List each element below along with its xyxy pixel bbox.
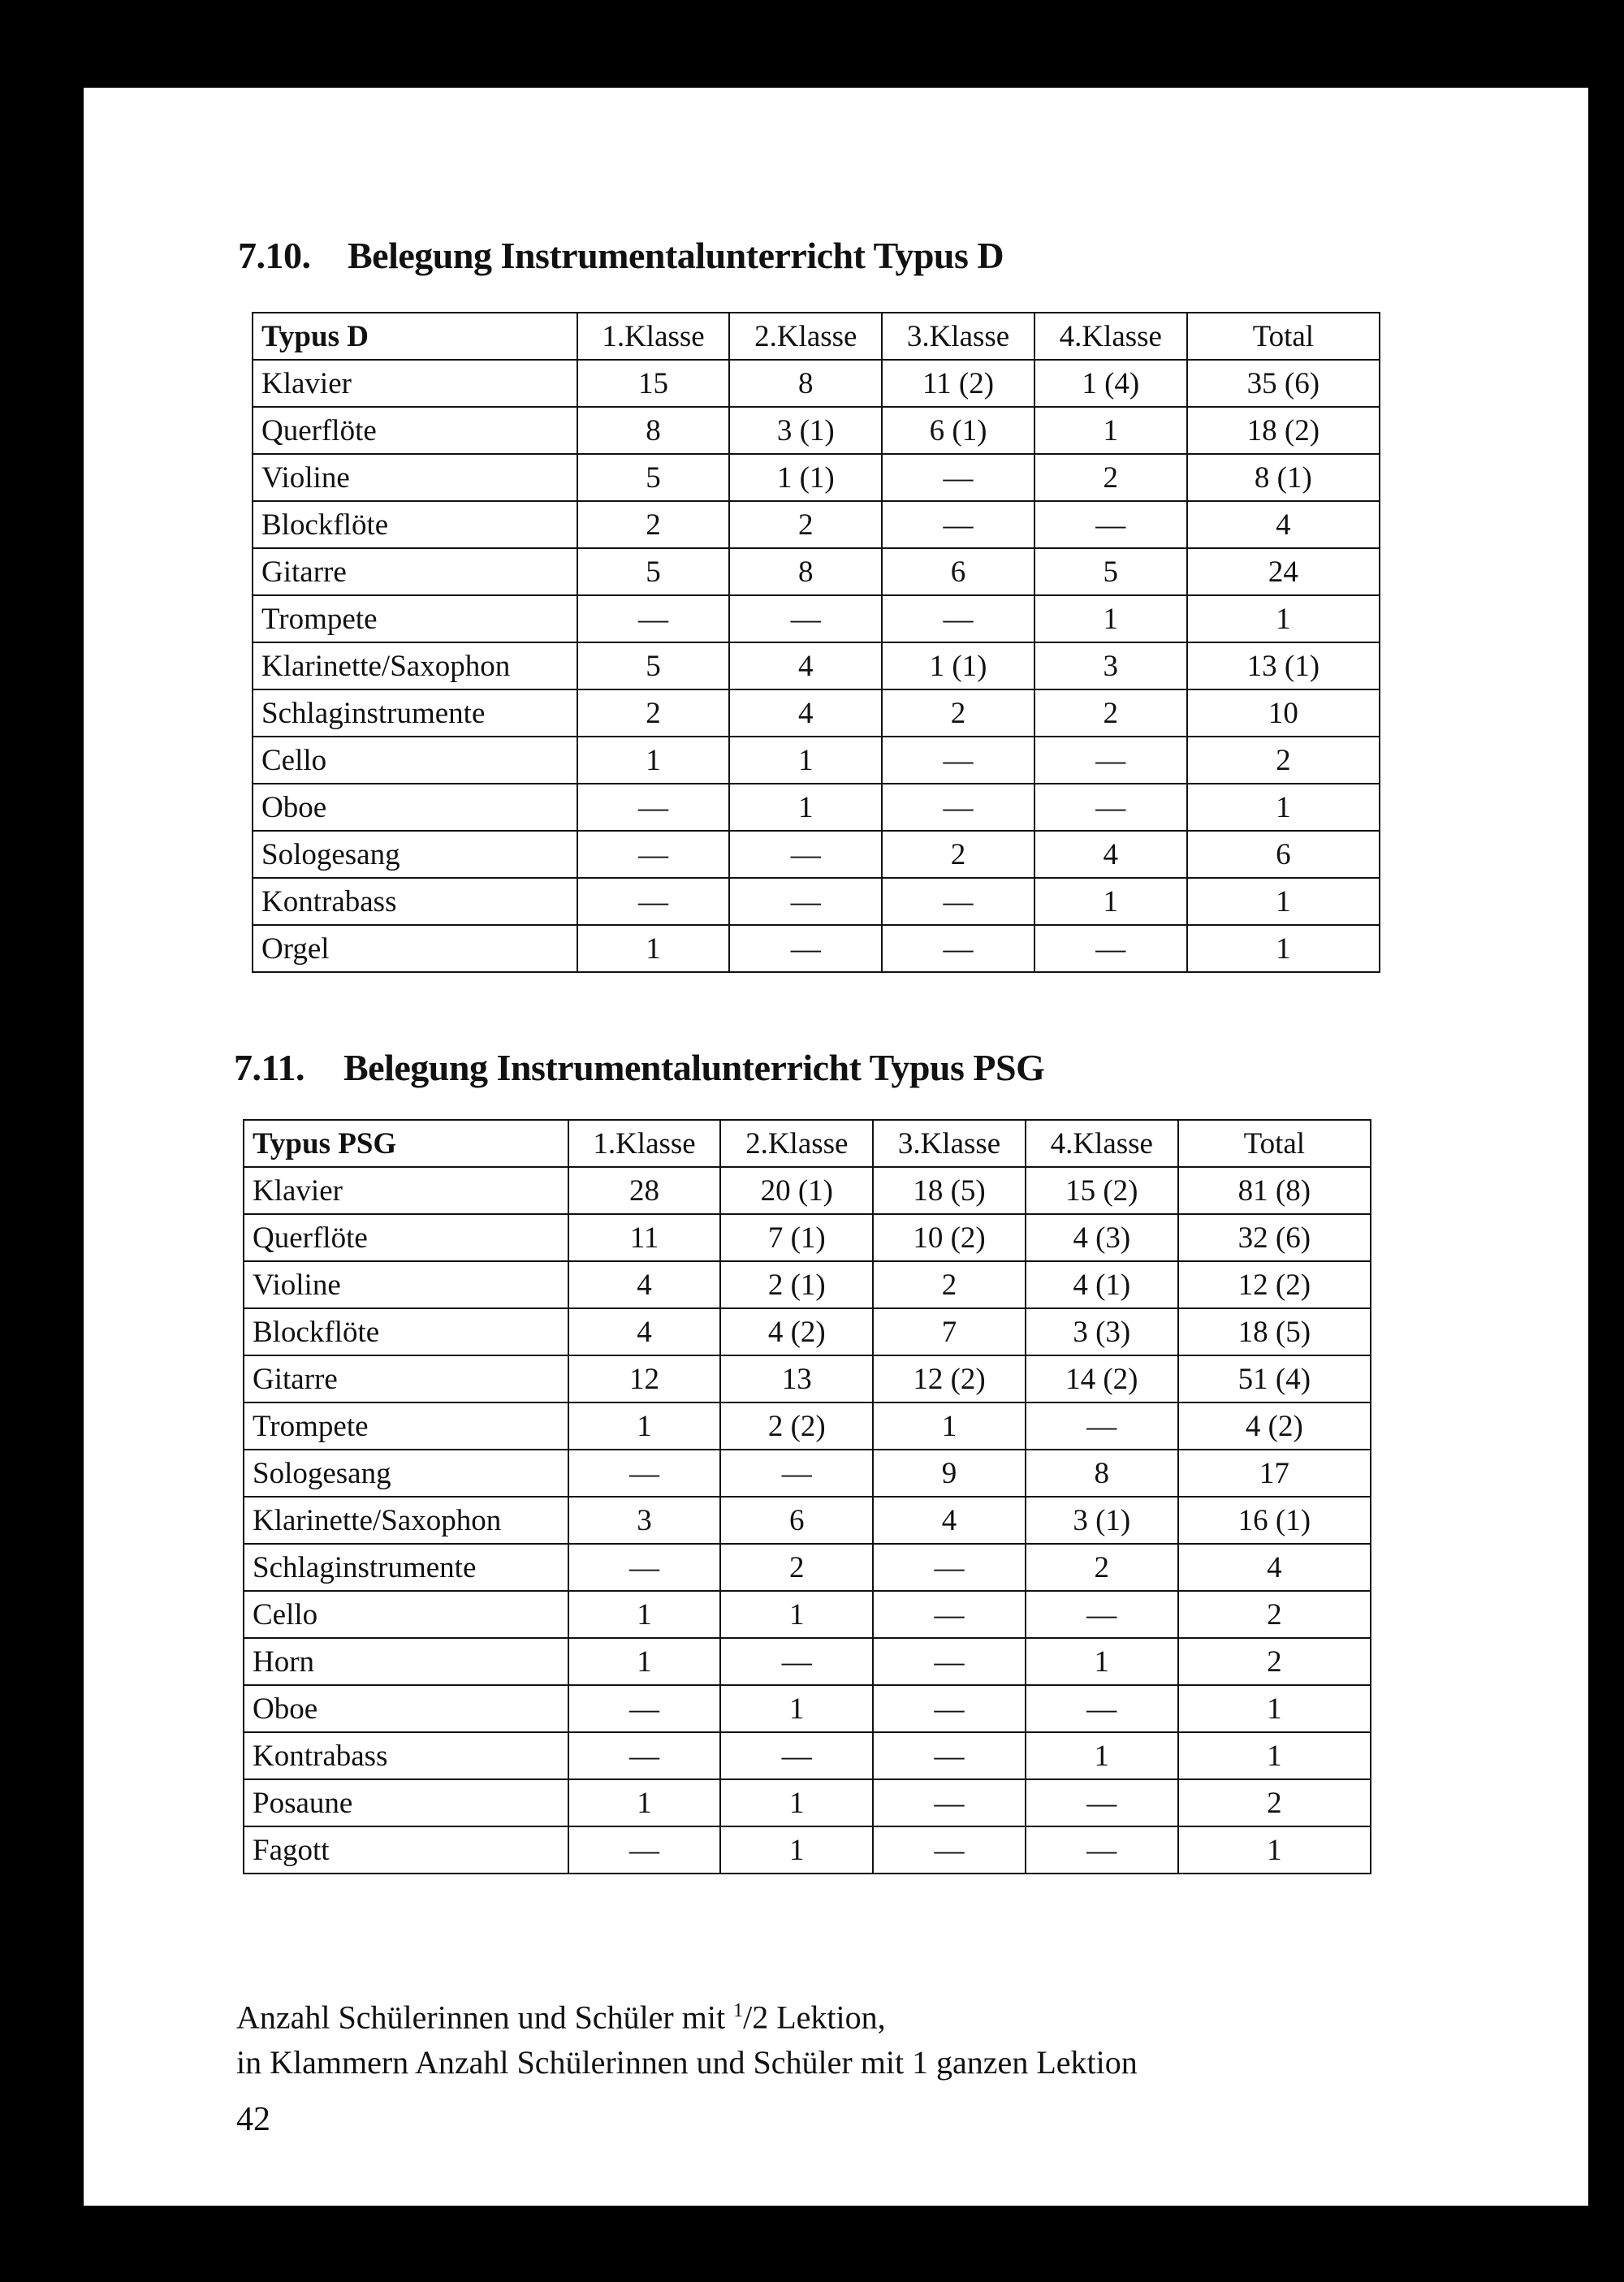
row-label: Kontrabass bbox=[244, 1732, 568, 1779]
value-cell: 2 bbox=[1026, 1544, 1178, 1591]
total-cell: 1 bbox=[1187, 925, 1380, 972]
value-cell: 1 bbox=[729, 784, 882, 831]
row-label: Violine bbox=[253, 454, 577, 501]
value-cell: 10 (2) bbox=[873, 1214, 1026, 1261]
table-row bbox=[253, 501, 1380, 548]
table-row bbox=[244, 1591, 1371, 1638]
column-header: 4.Klasse bbox=[1034, 313, 1187, 360]
table-row bbox=[253, 925, 1380, 972]
table-row bbox=[244, 1355, 1371, 1402]
value-cell: 2 bbox=[729, 501, 882, 548]
column-header: 2.Klasse bbox=[729, 313, 882, 360]
total-cell: 1 bbox=[1178, 1826, 1371, 1874]
value-cell: 7 (1) bbox=[720, 1214, 873, 1261]
table-body bbox=[244, 1167, 1371, 1874]
row-label: Klavier bbox=[253, 360, 577, 407]
value-cell: 1 bbox=[577, 925, 730, 972]
row-label: Posaune bbox=[244, 1779, 568, 1826]
value-cell: 6 (1) bbox=[882, 407, 1034, 454]
row-label: Horn bbox=[244, 1638, 568, 1685]
value-cell: — bbox=[1034, 784, 1187, 831]
value-cell: 1 bbox=[1034, 878, 1187, 925]
value-cell: — bbox=[882, 595, 1034, 642]
total-cell: 1 bbox=[1178, 1685, 1371, 1732]
value-cell: — bbox=[568, 1544, 721, 1591]
value-cell: — bbox=[568, 1450, 721, 1497]
value-cell: — bbox=[1026, 1826, 1178, 1874]
table-row bbox=[253, 548, 1380, 595]
value-cell: 11 bbox=[568, 1214, 721, 1261]
row-label: Schlaginstrumente bbox=[253, 689, 577, 737]
row-label: Gitarre bbox=[244, 1355, 568, 1402]
table-row bbox=[244, 1402, 1371, 1450]
value-cell: — bbox=[882, 501, 1034, 548]
value-cell: 1 bbox=[720, 1779, 873, 1826]
total-cell: 2 bbox=[1178, 1591, 1371, 1638]
value-cell: — bbox=[882, 925, 1034, 972]
value-cell: — bbox=[577, 784, 730, 831]
table-row bbox=[253, 642, 1380, 689]
value-cell: 20 (1) bbox=[720, 1167, 873, 1214]
value-cell: 4 (1) bbox=[1026, 1261, 1178, 1308]
total-cell: 12 (2) bbox=[1178, 1261, 1371, 1308]
value-cell: 3 (3) bbox=[1026, 1308, 1178, 1355]
table-row bbox=[253, 784, 1380, 831]
table-typus-psg bbox=[243, 1119, 1371, 1874]
row-label: Sologesang bbox=[244, 1450, 568, 1497]
table-row bbox=[244, 1685, 1371, 1732]
section-title-7-11 bbox=[234, 1046, 1044, 1089]
value-cell: 4 bbox=[1034, 831, 1187, 878]
row-label: Querflöte bbox=[253, 407, 577, 454]
value-cell: 4 bbox=[729, 642, 882, 689]
table-header-row bbox=[253, 313, 1380, 360]
value-cell: — bbox=[882, 737, 1034, 784]
column-header: Total bbox=[1178, 1120, 1371, 1167]
table-row bbox=[244, 1261, 1371, 1308]
value-cell: 1 (1) bbox=[882, 642, 1034, 689]
row-label: Gitarre bbox=[253, 548, 577, 595]
table-row bbox=[253, 878, 1380, 925]
row-label: Cello bbox=[253, 737, 577, 784]
total-cell: 2 bbox=[1187, 737, 1380, 784]
value-cell: 15 bbox=[577, 360, 730, 407]
table-corner-header: Typus PSG bbox=[244, 1120, 568, 1167]
value-cell: 8 bbox=[1026, 1450, 1178, 1497]
row-label: Querflöte bbox=[244, 1214, 568, 1261]
value-cell: — bbox=[1026, 1779, 1178, 1826]
row-label: Blockflöte bbox=[244, 1308, 568, 1355]
value-cell: 1 bbox=[1026, 1638, 1178, 1685]
value-cell: 1 bbox=[729, 737, 882, 784]
row-label: Klarinette/Saxophon bbox=[244, 1497, 568, 1544]
section-heading: Belegung Instrumentalunterricht Typus PSG bbox=[343, 1047, 1045, 1088]
row-label: Kontrabass bbox=[253, 878, 577, 925]
column-header: Total bbox=[1187, 313, 1380, 360]
value-cell: 6 bbox=[882, 548, 1034, 595]
footnote-line-2: in Klammern Anzahl Schülerinnen und Schüler mit 1 ganzen Lektion bbox=[236, 2044, 1138, 2081]
row-label: Blockflöte bbox=[253, 501, 577, 548]
value-cell: 8 bbox=[729, 360, 882, 407]
value-cell: 4 bbox=[568, 1308, 721, 1355]
value-cell: — bbox=[873, 1591, 1026, 1638]
value-cell: — bbox=[729, 925, 882, 972]
value-cell: — bbox=[1026, 1685, 1178, 1732]
value-cell: — bbox=[1026, 1591, 1178, 1638]
footnote-line-1: Anzahl Schülerinnen und Schüler mit $^1$/2 Lektion, bbox=[236, 1999, 886, 2036]
table-row bbox=[244, 1308, 1371, 1355]
total-cell: 81 (8) bbox=[1178, 1167, 1371, 1214]
value-cell: 2 bbox=[720, 1544, 873, 1591]
column-header: 3.Klasse bbox=[873, 1120, 1026, 1167]
total-cell: 4 (2) bbox=[1178, 1402, 1371, 1450]
table-row bbox=[244, 1167, 1371, 1214]
table-row bbox=[253, 831, 1380, 878]
value-cell: 13 bbox=[720, 1355, 873, 1402]
value-cell: 1 bbox=[720, 1826, 873, 1874]
value-cell: 5 bbox=[1034, 548, 1187, 595]
table-row bbox=[244, 1450, 1371, 1497]
total-cell: 51 (4) bbox=[1178, 1355, 1371, 1402]
value-cell: 1 bbox=[577, 737, 730, 784]
column-header: 2.Klasse bbox=[720, 1120, 873, 1167]
total-cell: 32 (6) bbox=[1178, 1214, 1371, 1261]
value-cell: — bbox=[873, 1779, 1026, 1826]
row-label: Violine bbox=[244, 1261, 568, 1308]
value-cell: 8 bbox=[729, 548, 882, 595]
value-cell: — bbox=[577, 878, 730, 925]
column-header: 3.Klasse bbox=[882, 313, 1034, 360]
row-label: Cello bbox=[244, 1591, 568, 1638]
row-label: Fagott bbox=[244, 1826, 568, 1874]
value-cell: 5 bbox=[577, 454, 730, 501]
total-cell: 2 bbox=[1178, 1638, 1371, 1685]
table-typus-d bbox=[252, 312, 1380, 973]
table-row bbox=[244, 1779, 1371, 1826]
row-label: Oboe bbox=[244, 1685, 568, 1732]
value-cell: 7 bbox=[873, 1308, 1026, 1355]
row-label: Trompete bbox=[253, 595, 577, 642]
row-label: Oboe bbox=[253, 784, 577, 831]
table-row bbox=[244, 1732, 1371, 1779]
page-number: 42 bbox=[236, 2101, 270, 2138]
fraction-denominator: /2 bbox=[743, 1999, 769, 2036]
total-cell: 18 (2) bbox=[1187, 407, 1380, 454]
value-cell: 1 bbox=[873, 1402, 1026, 1450]
value-cell: 2 bbox=[577, 501, 730, 548]
column-header: 1.Klasse bbox=[568, 1120, 721, 1167]
value-cell: 2 bbox=[1034, 454, 1187, 501]
row-label: Klavier bbox=[244, 1167, 568, 1214]
footnote bbox=[236, 1988, 1138, 2085]
value-cell: — bbox=[577, 831, 730, 878]
table-row bbox=[244, 1638, 1371, 1685]
table-row bbox=[253, 407, 1380, 454]
table-row bbox=[244, 1544, 1371, 1591]
value-cell: 3 (1) bbox=[729, 407, 882, 454]
section-number: 7.11. bbox=[234, 1047, 304, 1088]
section-title-7-10 bbox=[238, 234, 1004, 277]
value-cell: — bbox=[873, 1732, 1026, 1779]
table-corner-header: Typus D bbox=[253, 313, 577, 360]
value-cell: 4 (3) bbox=[1026, 1214, 1178, 1261]
value-cell: — bbox=[568, 1685, 721, 1732]
value-cell: 1 bbox=[568, 1638, 721, 1685]
row-label: Klarinette/Saxophon bbox=[253, 642, 577, 689]
table-row bbox=[253, 689, 1380, 737]
value-cell: 4 bbox=[729, 689, 882, 737]
table-row bbox=[244, 1497, 1371, 1544]
value-cell: — bbox=[1034, 737, 1187, 784]
value-cell: 1 bbox=[1034, 595, 1187, 642]
total-cell: 4 bbox=[1178, 1544, 1371, 1591]
total-cell: 8 (1) bbox=[1187, 454, 1380, 501]
value-cell: — bbox=[729, 595, 882, 642]
value-cell: — bbox=[729, 878, 882, 925]
table-body bbox=[253, 360, 1380, 972]
column-header: 1.Klasse bbox=[577, 313, 730, 360]
value-cell: 28 bbox=[568, 1167, 721, 1214]
column-header: 4.Klasse bbox=[1026, 1120, 1178, 1167]
row-label: Schlaginstrumente bbox=[244, 1544, 568, 1591]
value-cell: 3 bbox=[1034, 642, 1187, 689]
value-cell: — bbox=[882, 784, 1034, 831]
value-cell: 2 bbox=[577, 689, 730, 737]
value-cell: — bbox=[729, 831, 882, 878]
total-cell: 10 bbox=[1187, 689, 1380, 737]
row-label: Orgel bbox=[253, 925, 577, 972]
total-cell: 1 bbox=[1187, 784, 1380, 831]
value-cell: 1 bbox=[1034, 407, 1187, 454]
value-cell: — bbox=[720, 1732, 873, 1779]
section-heading: Belegung Instrumentalunterricht Typus D bbox=[348, 235, 1004, 276]
value-cell: 12 (2) bbox=[873, 1355, 1026, 1402]
value-cell: 5 bbox=[577, 548, 730, 595]
value-cell: — bbox=[1034, 925, 1187, 972]
row-label: Sologesang bbox=[253, 831, 577, 878]
value-cell: 6 bbox=[720, 1497, 873, 1544]
value-cell: 1 bbox=[720, 1591, 873, 1638]
value-cell: 15 (2) bbox=[1026, 1167, 1178, 1214]
document-page bbox=[84, 88, 1588, 2206]
total-cell: 24 bbox=[1187, 548, 1380, 595]
value-cell: 1 bbox=[568, 1591, 721, 1638]
total-cell: 17 bbox=[1178, 1450, 1371, 1497]
value-cell: — bbox=[1034, 501, 1187, 548]
fraction-numerator: 1 bbox=[733, 2000, 744, 2021]
value-cell: — bbox=[720, 1638, 873, 1685]
value-cell: — bbox=[720, 1450, 873, 1497]
table-row bbox=[253, 595, 1380, 642]
value-cell: 2 (2) bbox=[720, 1402, 873, 1450]
value-cell: — bbox=[882, 878, 1034, 925]
value-cell: — bbox=[873, 1544, 1026, 1591]
value-cell: — bbox=[882, 454, 1034, 501]
value-cell: 11 (2) bbox=[882, 360, 1034, 407]
value-cell: — bbox=[873, 1685, 1026, 1732]
total-cell: 1 bbox=[1178, 1732, 1371, 1779]
total-cell: 13 (1) bbox=[1187, 642, 1380, 689]
value-cell: 1 (1) bbox=[729, 454, 882, 501]
row-label: Trompete bbox=[244, 1402, 568, 1450]
value-cell: — bbox=[873, 1638, 1026, 1685]
value-cell: 4 (2) bbox=[720, 1308, 873, 1355]
value-cell: — bbox=[568, 1826, 721, 1874]
value-cell: — bbox=[568, 1732, 721, 1779]
value-cell: 1 (4) bbox=[1034, 360, 1187, 407]
value-cell: 3 (1) bbox=[1026, 1497, 1178, 1544]
table-row bbox=[244, 1826, 1371, 1874]
total-cell: 18 (5) bbox=[1178, 1308, 1371, 1355]
value-cell: 2 bbox=[882, 689, 1034, 737]
value-cell: 9 bbox=[873, 1450, 1026, 1497]
value-cell: 14 (2) bbox=[1026, 1355, 1178, 1402]
total-cell: 6 bbox=[1187, 831, 1380, 878]
total-cell: 1 bbox=[1187, 595, 1380, 642]
value-cell: 2 (1) bbox=[720, 1261, 873, 1308]
value-cell: — bbox=[1026, 1402, 1178, 1450]
value-cell: — bbox=[577, 595, 730, 642]
value-cell: 1 bbox=[720, 1685, 873, 1732]
value-cell: 2 bbox=[873, 1261, 1026, 1308]
value-cell: 2 bbox=[1034, 689, 1187, 737]
total-cell: 1 bbox=[1187, 878, 1380, 925]
value-cell: 1 bbox=[568, 1779, 721, 1826]
total-cell: 35 (6) bbox=[1187, 360, 1380, 407]
value-cell: 12 bbox=[568, 1355, 721, 1402]
table-row bbox=[253, 454, 1380, 501]
table-row bbox=[244, 1214, 1371, 1261]
value-cell: 18 (5) bbox=[873, 1167, 1026, 1214]
value-cell: 3 bbox=[568, 1497, 721, 1544]
value-cell: 4 bbox=[873, 1497, 1026, 1544]
value-cell: 2 bbox=[882, 831, 1034, 878]
value-cell: 1 bbox=[1026, 1732, 1178, 1779]
table-row bbox=[253, 737, 1380, 784]
table-row bbox=[253, 360, 1380, 407]
total-cell: 2 bbox=[1178, 1779, 1371, 1826]
value-cell: 4 bbox=[568, 1261, 721, 1308]
total-cell: 16 (1) bbox=[1178, 1497, 1371, 1544]
section-number: 7.10. bbox=[238, 235, 311, 276]
value-cell: 8 bbox=[577, 407, 730, 454]
value-cell: — bbox=[873, 1826, 1026, 1874]
value-cell: 1 bbox=[568, 1402, 721, 1450]
table-header-row bbox=[244, 1120, 1371, 1167]
total-cell: 4 bbox=[1187, 501, 1380, 548]
value-cell: 5 bbox=[577, 642, 730, 689]
